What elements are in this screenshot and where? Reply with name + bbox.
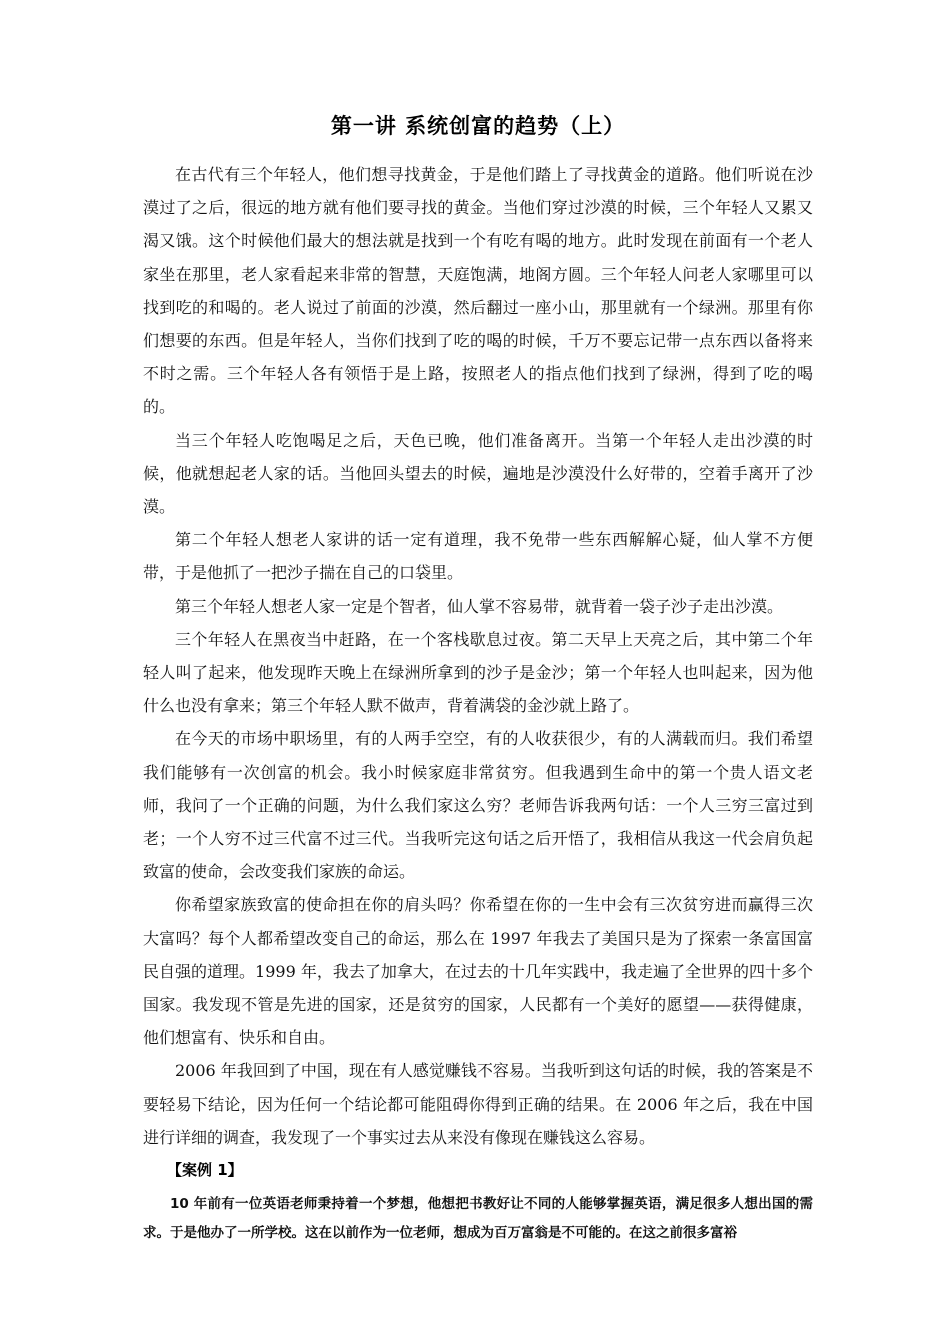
paragraph-1: 在古代有三个年轻人，他们想寻找黄金，于是他们踏上了寻找黄金的道路。他们听说在沙漠过了之后，很远的地方就有他们要寻找的黄金。当他们穿过沙漠的时候，三个年轻人又累又渴又饿。这个时候他们最大的想法就是找到一个有吃有喝的地方。此时发现在前面有一个老人家坐在那里，老人家看起来非常的智慧，天庭饱满，地阁方圆。三个年轻人问老人家哪里可以找到吃的和喝的。老人说过了前面的沙漠，然后翻过一座小山，那里就有一个绿洲。那里有你们想要的东西。但是年轻人，当你们找到了吃的喝的时候，千万不要忘记带一点东西以备将来不时之需。三个年轻人各有领悟于是上路，按照老人的指点他们找到了绿洲，得到了吃的喝的。 xyxy=(143,165,813,417)
paragraph-8: 2006 年我回到了中国，现在有人感觉赚钱不容易。当我听到这句话的时候，我的答案是不要轻易下结论，因为任何一个结论都可能阻碍你得到正确的结果。在 2006 年之后，我在中国进行详细的调查，我发现了一个事实过去从来没有像现在赚钱这么容易。 xyxy=(143,1061,813,1147)
paragraph-3: 第二个年轻人想老人家讲的话一定有道理，我不免带一些东西解解心疑，仙人掌不方便带，于是他抓了一把沙子揣在自己的口袋里。 xyxy=(143,530,813,583)
case-heading: 【案例 1】 xyxy=(167,1161,243,1180)
paragraph-7: 你希望家族致富的使命担在你的肩头吗？你希望在你的一生中会有三次贫穷进而赢得三次大富吗？每个人都希望改变自己的命运，那么在 1997 年我去了美国只是为了探索一条富国富民自强的道理。1999 年，我去了加拿大，在过去的十几年实践中，我走遍了全世界的四十多个国家。我发现不管是先进的国家，还是贫穷的国家，人民都有一个美好的愿望——获得健康，他们想富有、快乐和自由。 xyxy=(143,895,813,1048)
paragraph-5: 三个年轻人在黑夜当中赶路，在一个客栈歇息过夜。第二天早上天亮之后，其中第二个年轻人叫了起来，他发现昨天晚上在绿洲所拿到的沙子是金沙；第一个年轻人也叫起来，因为他什么也没有拿来；第三个年轻人默不做声，背着满袋的金沙就上路了。 xyxy=(143,629,813,716)
page-title: 第一讲 系统创富的趋势（上） xyxy=(330,114,626,138)
paragraph-4: 第三个年轻人想老人家一定是个智者，仙人掌不容易带，就背着一袋子沙子走出沙漠。 xyxy=(175,596,784,616)
document-body xyxy=(143,110,813,1248)
paragraph-2: 当三个年轻人吃饱喝足之后，天色已晚，他们准备离开。当第一个年轻人走出沙漠的时候，他就想起老人家的话。当他回头望去的时候，遍地是沙漠没什么好带的，空着手离开了沙漠。 xyxy=(143,430,813,517)
case-text: 10 年前有一位英语老师秉持着一个梦想，他想把书教好让不同的人能够掌握英语，满足很多人想出国的需求。于是他办了一所学校。这在以前作为一位老师，想成为百万富翁是不可能的。在这之前很多富裕 xyxy=(143,1196,813,1242)
paragraph-6: 在今天的市场中职场里，有的人两手空空，有的人收获很少，有的人满载而归。我们希望我们能够有一次创富的机会。我小时候家庭非常贫穷。但我遇到生命中的第一个贵人语文老师，我问了一个正确的问题，为什么我们家这么穷？老师告诉我两句话：一个人三穷三富过到老；一个人穷不过三代富不过三代。当我听完这句话之后开悟了，我相信从我这一代会肩负起致富的使命，会改变我们家族的命运。 xyxy=(143,729,813,882)
